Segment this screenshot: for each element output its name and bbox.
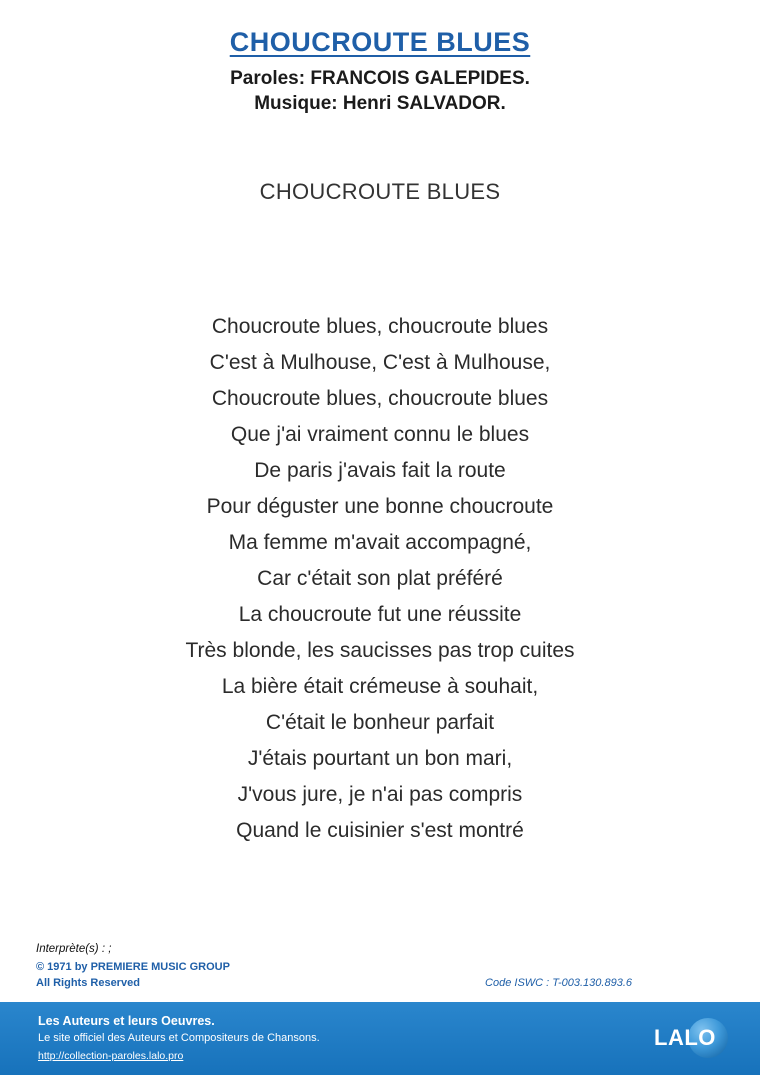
footer-title: Les Auteurs et leurs Oeuvres.	[38, 1014, 215, 1028]
page-title-text: CHOUCROUTE BLUES	[229, 27, 531, 57]
lyric-line: C'était le bonheur parfait	[265, 710, 495, 734]
copyright-line: © 1971 by PREMIERE MUSIC GROUP	[36, 961, 230, 973]
lyricist-credit: Paroles: FRANCOIS GALEPIDES.	[230, 67, 530, 89]
lyric-line: Ma femme m'avait accompagné,	[228, 530, 532, 554]
lyric-line: Choucroute blues, choucroute blues	[211, 314, 549, 338]
lyric-line: Pour déguster une bonne choucroute	[206, 494, 554, 518]
lyrics-block	[0, 309, 760, 849]
interpreter-line: Interprète(s) : ;	[36, 943, 112, 955]
footer-subtitle: Le site officiel des Auteurs et Compositeurs de Chansons.	[38, 1032, 320, 1044]
lyric-line: Que j'ai vraiment connu le blues	[230, 422, 530, 446]
credits-block	[0, 66, 760, 117]
lyric-line: La bière était crémeuse à souhait,	[221, 674, 539, 698]
rights-line: All Rights Reserved	[36, 977, 140, 989]
footer-bar	[0, 1002, 760, 1075]
lyric-line: Quand le cuisinier s'est montré	[236, 818, 524, 842]
page-title	[0, 0, 760, 58]
composer-credit: Musique: Henri SALVADOR.	[254, 93, 506, 115]
footer-link[interactable]: http://collection-paroles.lalo.pro	[38, 1050, 184, 1062]
footer-text-block	[38, 1013, 320, 1064]
lyric-line: J'vous jure, je n'ai pas compris	[237, 782, 523, 806]
lyric-line: Très blonde, les saucisses pas trop cuites	[185, 638, 575, 662]
lyric-line: Car c'était son plat préféré	[257, 566, 503, 590]
lyric-line: De paris j'avais fait la route	[254, 458, 506, 482]
lalo-logo[interactable]	[646, 1016, 730, 1060]
lyric-line: La choucroute fut une réussite	[238, 602, 522, 626]
lyric-line: C'est à Mulhouse, C'est à Mulhouse,	[209, 350, 551, 374]
lyric-line: Choucroute blues, choucroute blues	[211, 386, 549, 410]
lyric-line: J'étais pourtant un bon mari,	[247, 746, 513, 770]
legal-block	[36, 943, 724, 989]
iswc-code: Code ISWC : T-003.130.893.6	[485, 977, 632, 989]
logo-text: LALO	[654, 1025, 716, 1050]
song-heading: CHOUCROUTE BLUES	[259, 178, 501, 204]
